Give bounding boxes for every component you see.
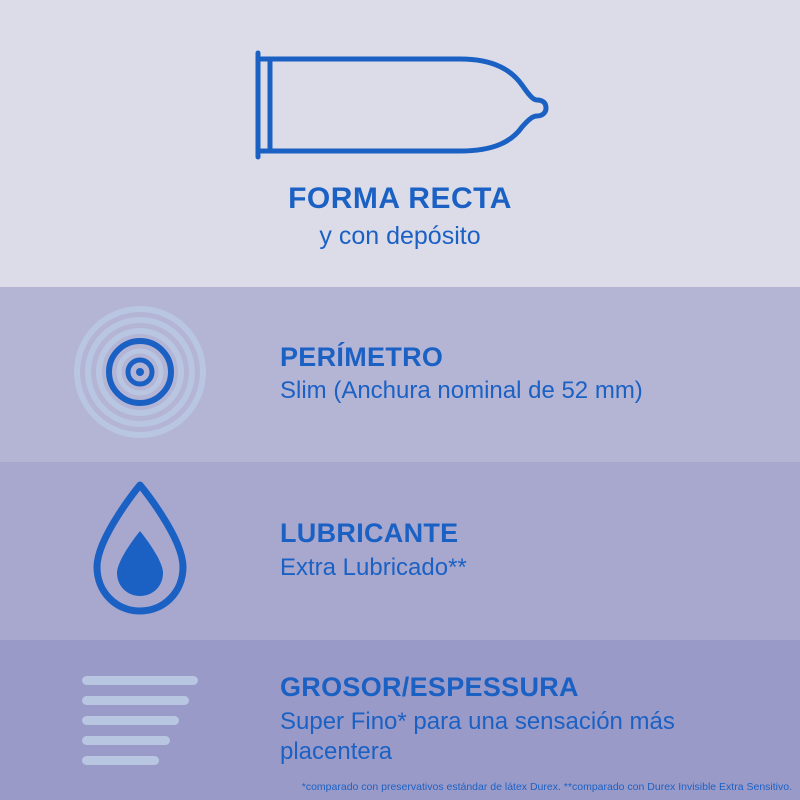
- perimeter-icon-container: [0, 306, 280, 443]
- thickness-bars-icon: [82, 676, 198, 765]
- thickness-icon-container: [0, 676, 280, 765]
- feature-title-thickness: GROSOR/ESPESSURA: [280, 672, 579, 703]
- feature-desc-shape: y con depósito: [319, 221, 481, 250]
- footnote-text: *comparado con preservativos estándar de látex Durex. **comparado con Durex Invisible Extra Sensitivo.: [301, 781, 792, 794]
- thickness-bar: [82, 736, 170, 745]
- feature-section-thickness: [0, 640, 800, 800]
- thickness-bar: [82, 756, 159, 765]
- lubricant-drop-icon: [85, 479, 195, 624]
- lubricant-icon-container: [0, 479, 280, 624]
- feature-desc-lubricant: Extra Lubricado**: [280, 553, 467, 581]
- concentric-rings-icon: [74, 306, 206, 443]
- thickness-bar: [82, 716, 179, 725]
- condom-straight-shape-icon: [250, 45, 550, 170]
- feature-section-perimeter: [0, 287, 800, 462]
- feature-title-shape: FORMA RECTA: [288, 181, 512, 215]
- feature-section-lubricant: [0, 462, 800, 640]
- perimeter-text-container: [280, 343, 800, 407]
- feature-desc-perimeter: Slim (Anchura nominal de 52 mm): [280, 377, 643, 405]
- thickness-bar: [82, 676, 198, 685]
- feature-title-perimeter: PERÍMETRO: [280, 341, 444, 372]
- thickness-text-container: [280, 673, 800, 767]
- thickness-bar: [82, 696, 189, 705]
- feature-desc-thickness: Super Fino* para una sensación más placentera: [280, 707, 675, 765]
- lubricant-text-container: [280, 519, 800, 583]
- feature-section-shape: [0, 0, 800, 287]
- feature-title-lubricant: LUBRICANTE: [280, 518, 459, 549]
